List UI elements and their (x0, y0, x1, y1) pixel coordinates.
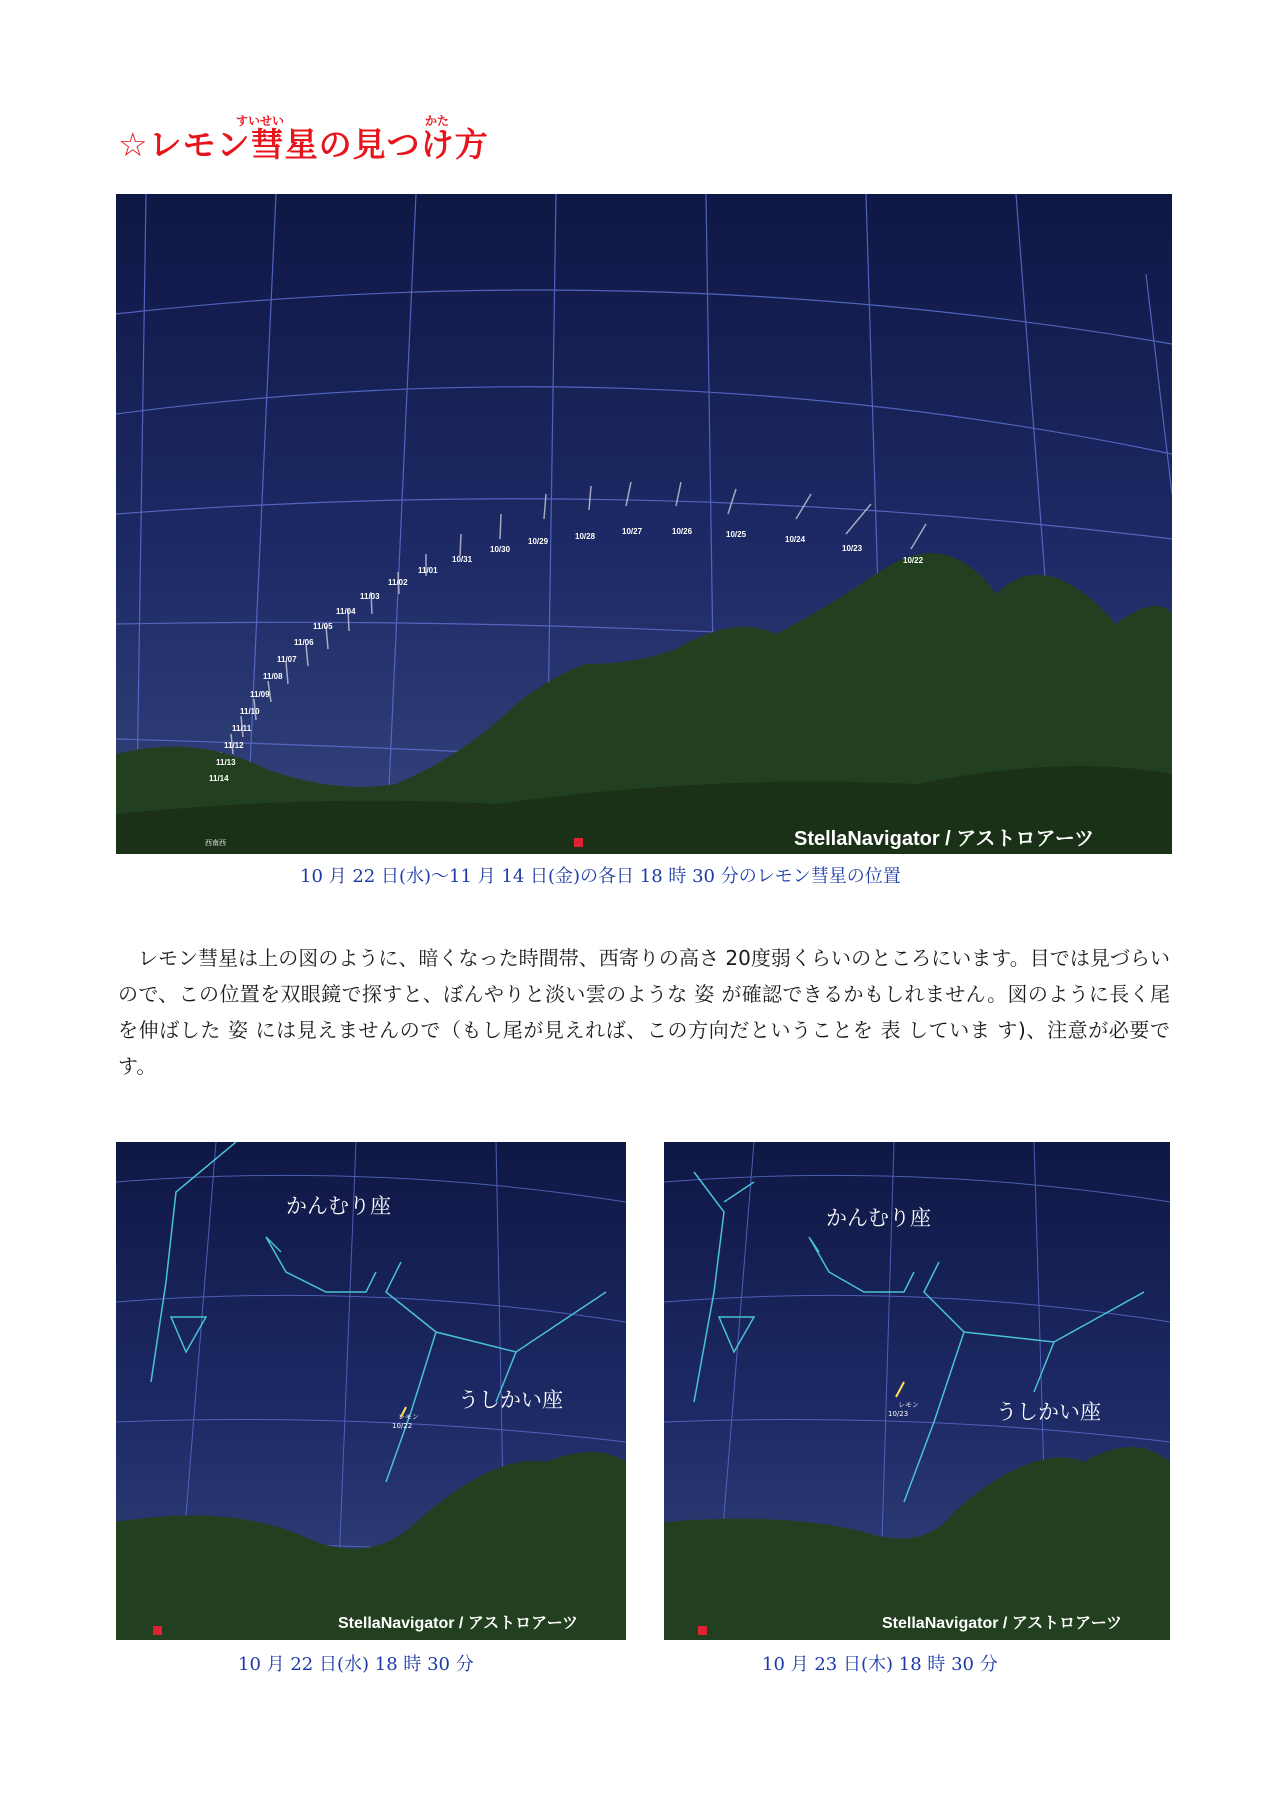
chart-credit: StellaNavigator / アストロアーツ (794, 828, 1095, 850)
comet-date-label: 11/12 (224, 741, 244, 750)
comet-date-label: 11/11 (232, 724, 252, 733)
comet-date-label: 10/28 (575, 532, 596, 541)
title-ruby-suisei: すいせい (236, 114, 285, 128)
comet-label: レモン (398, 1413, 419, 1421)
comet-date-label: 11/02 (388, 578, 408, 587)
comet-date-label: 11/10 (240, 707, 260, 716)
comet-date-label: 11/07 (277, 655, 297, 664)
sky-grid (116, 194, 1172, 854)
right-chart-caption: 10 月 23 日(木) 18 時 30 分 (762, 1654, 998, 1675)
comet-date: 10/22 (392, 1422, 413, 1430)
comet-date-label: 10/29 (528, 537, 549, 546)
comet-date-label: 11/08 (263, 672, 283, 681)
comet-label: レモン (898, 1401, 919, 1409)
constellation-label-corona: かんむり座 (826, 1206, 931, 1230)
title-ruby-kata: かた (425, 114, 450, 128)
direction-marker (153, 1626, 162, 1635)
comet-date-label: 10/31 (452, 555, 473, 564)
constellation-label-bootes: うしかい座 (996, 1400, 1101, 1424)
chart-credit: StellaNavigator / アストロアーツ (338, 1615, 579, 1632)
direction-label: 西南西 (205, 839, 226, 847)
comet-date-label: 11/09 (250, 690, 270, 699)
constellation-label-corona: かんむり座 (286, 1194, 391, 1218)
comet-date-label: 11/03 (360, 592, 380, 601)
comet-path-chart (116, 194, 1172, 854)
constellation-label-bootes: うしかい座 (458, 1388, 563, 1412)
left-chart-caption: 10 月 22 日(水) 18 時 30 分 (238, 1654, 474, 1675)
comet-date-label: 10/30 (490, 545, 511, 554)
direction-marker (574, 838, 583, 847)
comet-date-label: 10/24 (785, 535, 806, 544)
comet-date-label: 10/22 (903, 556, 924, 565)
comet-date-label: 11/05 (313, 622, 333, 631)
direction-marker (698, 1626, 707, 1635)
comet-date-label: 10/25 (726, 530, 747, 539)
comet-date-label: 10/23 (842, 544, 863, 553)
comet-date-label: 10/26 (672, 527, 693, 536)
comet-date-label: 11/13 (216, 758, 236, 767)
comet-date-label: 11/06 (294, 638, 314, 647)
main-chart-caption: 10 月 22 日(水)〜11 月 14 日(金)の各日 18 時 30 分のレモン彗星の位置 (300, 866, 901, 887)
chart-credit: StellaNavigator / アストロアーツ (882, 1615, 1123, 1632)
comet-date-label: 11/14 (209, 774, 229, 783)
comet-date-label: 10/27 (622, 527, 643, 536)
comet-date-label: 11/04 (336, 607, 356, 616)
comet-date-label: 11/01 (418, 566, 438, 575)
page-title: ☆レモン彗星の見つけ方 (118, 125, 489, 164)
body-paragraph: レモン彗星は上の図のように、暗くなった時間帯、西寄りの高さ 20度弱くらいのところにいます。目では見づらいので、この位置を双眼鏡で探すと、ぼんやりと淡い雲のような 姿 が確認できるかもしれません。図のように長く尾を伸ばした 姿 には見えませんので（もし尾が見えれば、この方向だということを 表 していま す)、注意が必要です。 (118, 946, 1170, 1078)
comet-date: 10/23 (888, 1410, 909, 1418)
